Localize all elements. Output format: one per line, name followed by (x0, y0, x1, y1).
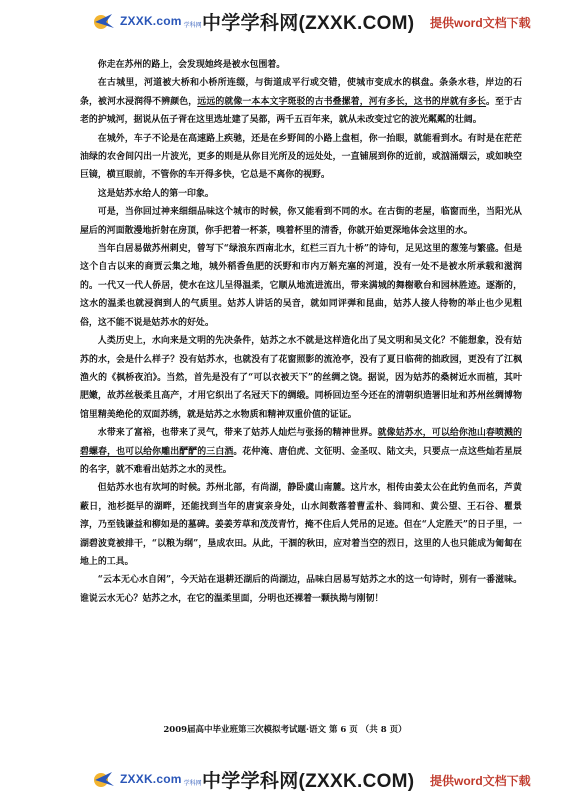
site-banner-top (0, 4, 570, 40)
paragraph (80, 185, 522, 203)
site-title: 中学学科网(ZXXK.COM) (202, 771, 415, 792)
article-body (80, 56, 522, 608)
logo-subtext: 学科网 (183, 780, 202, 787)
logo-star-icon (92, 10, 118, 32)
paragraph-text: 你走在苏州的路上，会发现她终是被水包围着。 (97, 60, 286, 70)
paragraph (80, 74, 522, 129)
underlined-text: 远远的就像一本本文字斑驳的古书叠摞着，河有多长，这书的岸就有多长 (197, 96, 486, 107)
paragraph-text: 在古城里，河道被大桥和小桥所连缀，与街道成平行或交错，使城市变成水的棋盘。条条水巷，岸边的石条，被河水浸润得不辨颜色， (80, 78, 522, 107)
paragraph (80, 571, 522, 608)
paragraph (80, 479, 522, 571)
paragraph-text: 人类历史上，水向来是文明的先决条件，姑苏之水不就是这样造化出了吴文明和吴文化？不能想象，没有姑苏的水，会是什么样子？没有姑苏水，也就没有了花窗照影的流沧亭，没有了夏日临荷的拙政园，更没有了江枫渔火的《枫桥夜泊》。当然，首先是没有了“可以衣被天下”的丝绸之饶。据说，因为姑苏的桑树近水而植，其叶肥嫩，故苏丝极柔且高产，才用它织出了名冠天下的绸缎。同桥回边至今还在的清朝织造署旧址和苏州丝绸博物馆里精美绝伦的双面苏绣，就是姑苏之水物质和精神双重价值的证证。 (80, 336, 522, 420)
underlined-text: 就像姑苏水，可以给你池山春喷溅的碧螺春，也可以给你雕出酽酽的三白酒 (80, 428, 522, 457)
zxxk-logo-bottom[interactable] (92, 768, 202, 790)
paragraph (80, 56, 522, 74)
logo-text: ZXXK.com (120, 14, 182, 28)
paragraph-text: 当年白居易做苏州刺史，曾写下“绿浪东西南北水，红栏三百九十桥”的诗句，足见这里的葱笼与繁盛。但是这个自古以来的商贾云集之地，城外稻香鱼肥的沃野和市内万斛充塞的河道，没有一处不是被水所承载和滋润的。一代又一代人侨居，使水在这儿呈得温柔，它顺从地流进流出，带来满城的舞榭歌台和园林胜迹。逐渐的，这水的温柔也就浸润到人的气质里。姑苏人讲话的吴音，就如同评弹和昆曲，姑苏人接人待物的举止也少见粗俗，这不能不说是姑苏水的好处。 (80, 244, 522, 328)
paragraph (80, 240, 522, 332)
paragraph-text: 水带来了富裕，也带来了灵气，带来了姑苏人灿烂与张扬的精神世界。 (97, 428, 378, 439)
site-title: 中学学科网(ZXXK.COM) (202, 13, 415, 34)
paragraph-text: 这是姑苏水给人的第一印象。 (97, 188, 214, 199)
zxxk-logo[interactable] (92, 10, 202, 32)
paragraph-text: “云本无心水自闲”，今天站在退耕还湖后的尚湖边，品味白居易写姑苏之水的这一句诗时，别有一番滋味。谁说云水无心？姑苏之水，在它的温柔里面，分明也还裸着一颗执拗与刚韧！ (80, 575, 522, 604)
logo-subtext: 学科网 (183, 22, 202, 29)
paragraph (80, 130, 522, 185)
logo-text: ZXXK.com (120, 772, 182, 786)
site-banner-bottom (0, 762, 570, 798)
word-download-link[interactable]: 提供word文档下载 (430, 16, 531, 30)
paragraph-text: 。至于古老的护城河，据说从伍子胥在这里选址建了吴都，两千五百年来，就从未改变过它的波光粼粼的壮阔。 (80, 96, 522, 126)
paragraph (80, 424, 522, 479)
paragraph (80, 203, 522, 240)
logo-star-icon (92, 768, 118, 790)
paragraph (80, 332, 522, 424)
page-footer: 2009届高中毕业班第三次模拟考试题·语文 第 6 页 （共 8 页） (163, 725, 407, 735)
paragraph-text: 在城外，车子不论是在高速路上疾驰，还是在乡野间的小路上盘桓，你一抬眼，就能看到水。有时是在茫茫油绿的农舍间闪出一片波光，更多的则是从你目光所及的远处处，一直铺展到你的近前，或汹涌烟云，或如映空巨镜，横亘眼前，不管你的车开得多快，它总是不离你的视野。 (80, 133, 522, 181)
word-download-link[interactable]: 提供word文档下载 (430, 774, 531, 788)
paragraph-text: 。花仲淹、唐伯虎、文征明、金圣叹、陆文夫，只要点一点这些灿若星辰的名字，就不难看出姑苏之水的灵性。 (80, 446, 522, 475)
paragraph-text: 可是，当你回过神来细细品味这个城市的时候，你又能看到不同的水。在古街的老屋，临窗而坐，当阳光从屋后的河面散漫地折射在房顶，你手把着一杯茶，嗅着杯里的清香，你就开始更深地体会这里的水。 (80, 207, 522, 236)
paragraph-text: 但姑苏水也有坎坷的时候。苏州北部，有尚湖，静卧虞山南麓。这片水，相传由姜太公在此钓鱼而名，芦黄蔽日，池杉挺早的湖畔，还能找到当年的唐寅亲身处，山水间数落着曹孟朴、翁同和、黄公望、王石谷、瞿景淳，乃至钱谦益和柳如是的墓碑。姜姜芳草和茂茂青竹，掩不住后人凭吊的足迹。但在“人定胜天”的日子里，一湖碧波竟被排干，“以粮为纲”，垦成农田。从此，干涸的秋田，应对着当空的烈日，这里的人也只能成为匍匐在地上的工具。 (80, 483, 522, 567)
